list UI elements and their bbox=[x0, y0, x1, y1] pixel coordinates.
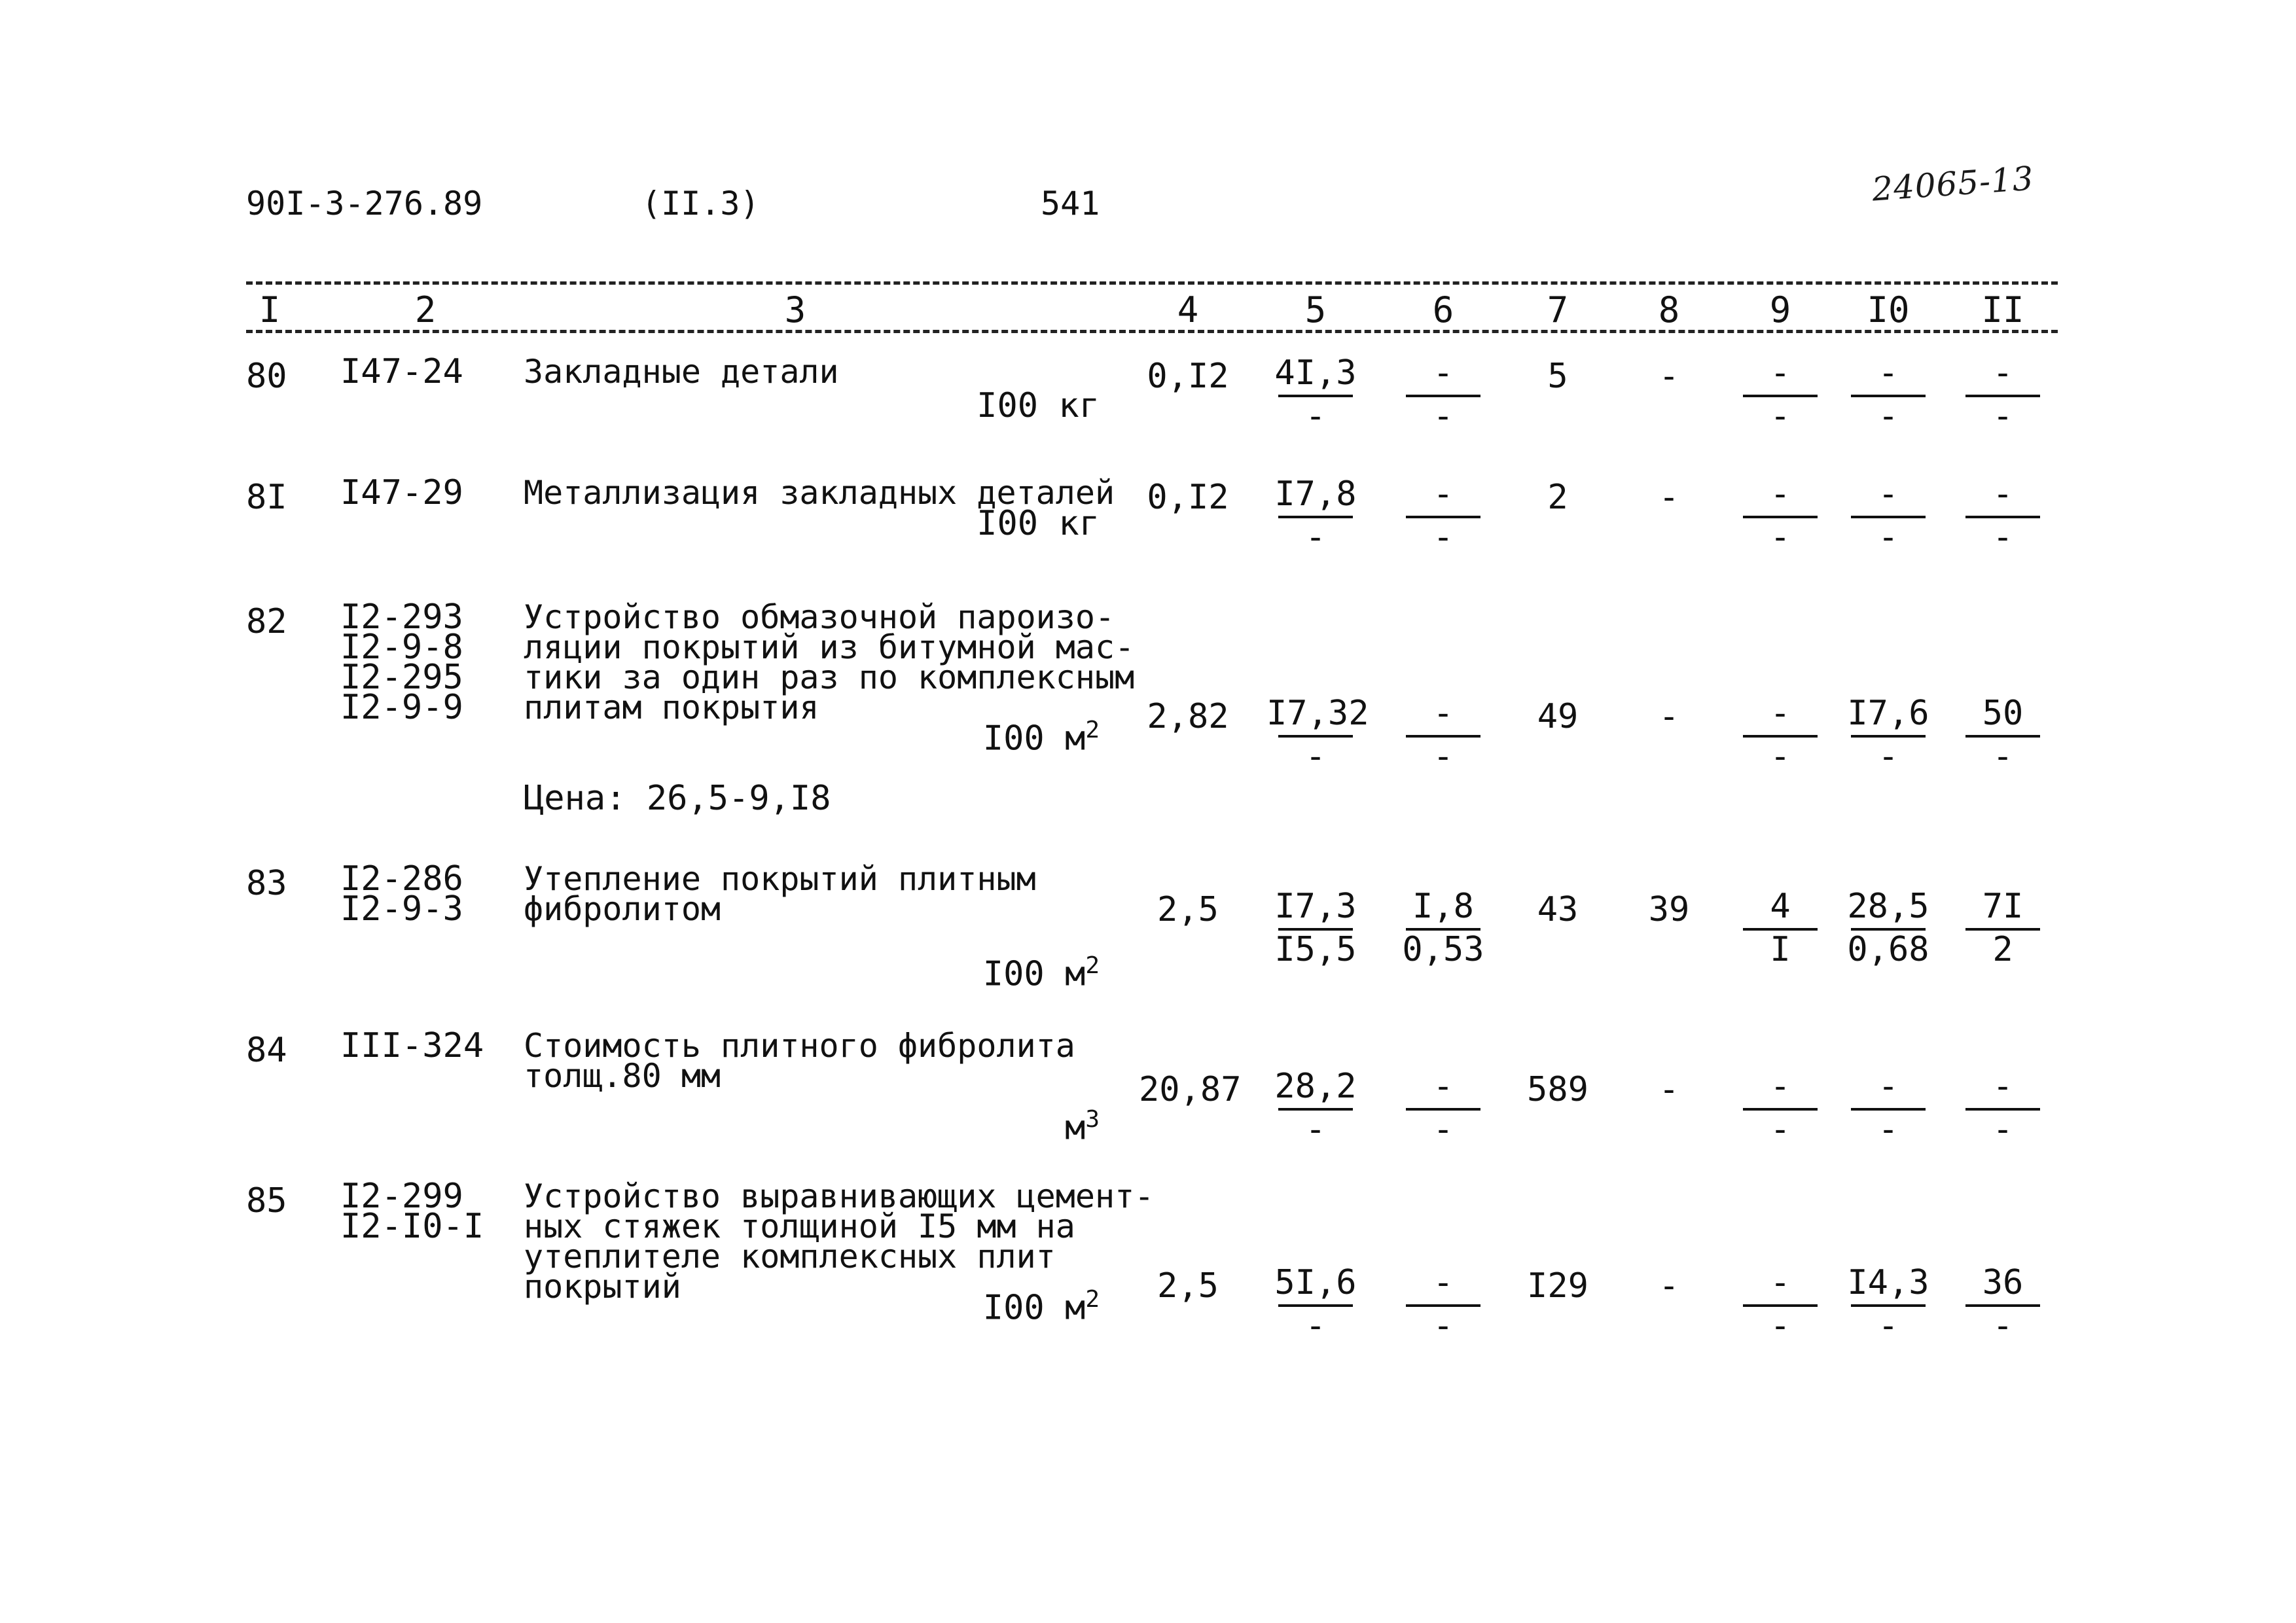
value: - bbox=[1659, 1070, 1679, 1109]
cost-fraction bbox=[1266, 694, 1369, 776]
work-description: Устройство выравнивающих цемент- ных стяжек толщиной I5 мм на утеплителе комплексных плит покрытий bbox=[524, 1177, 1155, 1306]
fraction-denominator: - bbox=[1305, 1306, 1326, 1346]
column-number: 6 bbox=[1432, 289, 1454, 330]
value: - bbox=[1659, 478, 1679, 517]
fraction-denominator: - bbox=[1878, 397, 1899, 436]
norm-code: I2-299 bbox=[340, 1177, 463, 1216]
cost-fraction bbox=[1266, 1067, 1365, 1149]
fraction-denominator: - bbox=[1992, 518, 2013, 557]
cost-fraction bbox=[1954, 694, 2052, 776]
fraction-denominator: - bbox=[1878, 737, 1899, 776]
cost-fraction bbox=[1839, 475, 1937, 556]
fraction-numerator: - bbox=[1433, 474, 1454, 514]
unit-of-measure: I00 $м^2$ bbox=[982, 717, 1100, 758]
cost-fraction bbox=[1731, 475, 1829, 556]
cost-fraction bbox=[1394, 1264, 1492, 1345]
fraction-denominator: - bbox=[1878, 518, 1899, 557]
unit-of-measure: $м^3$ bbox=[1065, 1106, 1100, 1148]
cost-fraction bbox=[1839, 1264, 1937, 1345]
fraction-denominator: - bbox=[1433, 1306, 1454, 1346]
cost-fraction bbox=[1731, 887, 1829, 969]
quantity: 2,5 bbox=[1157, 890, 1219, 929]
fraction-denominator: - bbox=[1770, 1306, 1791, 1346]
document-code: 90I-3-276.89 bbox=[246, 185, 483, 223]
cost-fraction bbox=[1394, 354, 1492, 435]
fraction-numerator: I,8 bbox=[1412, 887, 1474, 926]
fraction-numerator: - bbox=[1770, 474, 1791, 514]
column-number: I0 bbox=[1867, 289, 1910, 330]
cost-fraction bbox=[1394, 887, 1492, 969]
unit-exponent: 2 bbox=[1085, 717, 1100, 743]
fraction-denominator: - bbox=[1992, 397, 2013, 436]
cost-fraction bbox=[1731, 694, 1829, 776]
fraction-numerator: 28,2 bbox=[1274, 1067, 1357, 1106]
quantity: 2,82 bbox=[1147, 697, 1229, 736]
fraction-denominator: - bbox=[1433, 518, 1454, 557]
fraction-denominator: 2 bbox=[1992, 930, 2013, 969]
fraction-numerator: - bbox=[1992, 1067, 2013, 1106]
row-number: 82 bbox=[246, 602, 287, 641]
fraction-numerator: - bbox=[1878, 1067, 1899, 1106]
fraction-denominator: I5,5 bbox=[1274, 930, 1357, 969]
cost-fraction bbox=[1839, 1067, 1937, 1149]
column-number: I bbox=[259, 289, 281, 330]
fraction-numerator: - bbox=[1770, 1067, 1791, 1106]
unit-of-measure: I00 $м^2$ bbox=[982, 1286, 1100, 1328]
row-number: 83 bbox=[246, 864, 287, 903]
fraction-numerator: - bbox=[1878, 474, 1899, 514]
fraction-numerator: I7,6 bbox=[1847, 694, 1929, 733]
column-number: 4 bbox=[1177, 289, 1199, 330]
fraction-numerator: 4 bbox=[1770, 887, 1791, 926]
cost-fraction bbox=[1266, 887, 1365, 969]
norm-code: I2-9-3 bbox=[340, 889, 463, 929]
norm-code: I2-I0-I bbox=[340, 1207, 484, 1246]
work-description: Металлизация закладных деталей bbox=[524, 474, 1115, 512]
fraction-denominator: - bbox=[1305, 397, 1326, 436]
fraction-denominator: - bbox=[1992, 1306, 2013, 1346]
fraction-numerator: - bbox=[1992, 474, 2013, 514]
cost-fraction bbox=[1266, 1264, 1365, 1345]
fraction-denominator: - bbox=[1992, 1110, 2013, 1149]
cost-fraction bbox=[1266, 475, 1365, 556]
fraction-denominator: - bbox=[1305, 1110, 1326, 1149]
fraction-denominator: I bbox=[1770, 930, 1791, 969]
row-number: 85 bbox=[246, 1181, 287, 1221]
fraction-denominator: - bbox=[1433, 737, 1454, 776]
value: 589 bbox=[1527, 1070, 1588, 1109]
fraction-numerator: 7I bbox=[1982, 887, 2024, 926]
cost-fraction bbox=[1839, 694, 1937, 776]
fraction-denominator: - bbox=[1305, 737, 1326, 776]
column-number: 7 bbox=[1547, 289, 1569, 330]
fraction-numerator: I7,8 bbox=[1274, 474, 1357, 514]
row-number: 8I bbox=[246, 478, 287, 517]
fraction-numerator: - bbox=[1770, 694, 1791, 733]
value: 5 bbox=[1547, 357, 1568, 396]
quantity: 2,5 bbox=[1157, 1266, 1219, 1306]
norm-code: I47-29 bbox=[340, 473, 463, 512]
column-number: 8 bbox=[1658, 289, 1680, 330]
value: 39 bbox=[1648, 890, 1690, 929]
fraction-denominator: - bbox=[1305, 518, 1326, 557]
cost-fraction bbox=[1954, 1264, 2052, 1345]
fraction-numerator: - bbox=[1433, 1067, 1454, 1106]
unit-exponent: 2 bbox=[1085, 1286, 1100, 1313]
column-number: 5 bbox=[1304, 289, 1327, 330]
value: 49 bbox=[1537, 697, 1579, 736]
cost-fraction bbox=[1394, 694, 1492, 776]
cost-fraction bbox=[1731, 354, 1829, 435]
fraction-numerator: I4,3 bbox=[1847, 1263, 1929, 1302]
fraction-denominator: - bbox=[1770, 1110, 1791, 1149]
unit-of-measure: I00 $м^2$ bbox=[982, 952, 1100, 994]
cost-fraction bbox=[1954, 475, 2052, 556]
work-description: Устройство обмазочной пароизо- ляции покрытий из битумной мас- тики за один раз по комплексным плитам покрытия bbox=[524, 598, 1135, 726]
fraction-denominator: - bbox=[1878, 1110, 1899, 1149]
fraction-denominator: - bbox=[1433, 1110, 1454, 1149]
work-description: Утепление покрытий плитным фибролитом bbox=[524, 860, 1036, 928]
norm-code: I2-295 bbox=[340, 658, 463, 697]
norm-code: I2-293 bbox=[340, 597, 463, 637]
unit-of-measure: I00 кг bbox=[977, 386, 1100, 425]
quantity: 0,I2 bbox=[1147, 478, 1229, 517]
fraction-denominator: - bbox=[1992, 737, 2013, 776]
value: 2 bbox=[1547, 478, 1568, 517]
fraction-denominator: - bbox=[1433, 397, 1454, 436]
fraction-numerator: - bbox=[1433, 1263, 1454, 1302]
work-description: Стоимость плитного фибролита толщ.80 мм bbox=[524, 1027, 1075, 1095]
quantity: 20,87 bbox=[1139, 1070, 1242, 1109]
norm-code: I2-9-8 bbox=[340, 628, 463, 667]
value: - bbox=[1659, 1266, 1679, 1306]
fraction-denominator: 0,53 bbox=[1402, 930, 1484, 969]
cost-fraction bbox=[1266, 354, 1365, 435]
fraction-numerator: I7,32 bbox=[1266, 694, 1369, 733]
unit-of-measure: I00 кг bbox=[977, 504, 1100, 543]
cost-fraction bbox=[1731, 1067, 1829, 1149]
unit-exponent: 2 bbox=[1085, 952, 1100, 979]
fraction-numerator: - bbox=[1992, 353, 2013, 393]
quantity: 0,I2 bbox=[1147, 357, 1229, 396]
row-number: 80 bbox=[246, 357, 287, 396]
cost-fraction bbox=[1731, 1264, 1829, 1345]
fraction-numerator: - bbox=[1433, 694, 1454, 733]
fraction-denominator: 0,68 bbox=[1847, 930, 1929, 969]
column-number: II bbox=[1981, 289, 2024, 330]
norm-code: III-324 bbox=[340, 1026, 484, 1065]
value: - bbox=[1659, 357, 1679, 396]
cost-fraction bbox=[1954, 1067, 2052, 1149]
page-number: 541 bbox=[1041, 185, 1100, 223]
cost-fraction bbox=[1394, 1067, 1492, 1149]
fraction-numerator: - bbox=[1878, 353, 1899, 393]
cost-fraction bbox=[1839, 887, 1937, 969]
row-number: 84 bbox=[246, 1031, 287, 1070]
cost-fraction bbox=[1839, 354, 1937, 435]
norm-code: I2-9-9 bbox=[340, 688, 463, 727]
column-number: 2 bbox=[414, 289, 437, 330]
fraction-numerator: - bbox=[1770, 353, 1791, 393]
fraction-numerator: 5I,6 bbox=[1274, 1263, 1357, 1302]
work-description: Закладные детали bbox=[524, 353, 839, 391]
cost-fraction bbox=[1394, 475, 1492, 556]
value: 43 bbox=[1537, 890, 1579, 929]
table-top-rule bbox=[246, 281, 2058, 285]
column-number: 9 bbox=[1769, 289, 1791, 330]
fraction-denominator: - bbox=[1770, 737, 1791, 776]
norm-code: I2-286 bbox=[340, 859, 463, 899]
handwritten-code: 24065-13 bbox=[1871, 159, 2036, 209]
value: I29 bbox=[1527, 1266, 1588, 1306]
fraction-numerator: 50 bbox=[1982, 694, 2024, 733]
fraction-denominator: - bbox=[1770, 518, 1791, 557]
fraction-numerator: 28,5 bbox=[1847, 887, 1929, 926]
column-number: 3 bbox=[784, 289, 806, 330]
fraction-denominator: - bbox=[1770, 397, 1791, 436]
norm-code: I47-24 bbox=[340, 352, 463, 391]
unit-exponent: 3 bbox=[1085, 1106, 1100, 1133]
fraction-numerator: 4I,3 bbox=[1274, 353, 1357, 393]
fraction-numerator: - bbox=[1433, 353, 1454, 393]
fraction-denominator: - bbox=[1878, 1306, 1899, 1346]
cost-fraction bbox=[1954, 354, 2052, 435]
fraction-numerator: - bbox=[1770, 1263, 1791, 1302]
value: - bbox=[1659, 697, 1679, 736]
cost-fraction bbox=[1954, 887, 2052, 969]
price-note: Цена: 26,5-9,I8 bbox=[524, 779, 831, 818]
section-number: (II.3) bbox=[641, 185, 760, 223]
fraction-numerator: 36 bbox=[1982, 1263, 2024, 1302]
fraction-numerator: I7,3 bbox=[1274, 887, 1357, 926]
